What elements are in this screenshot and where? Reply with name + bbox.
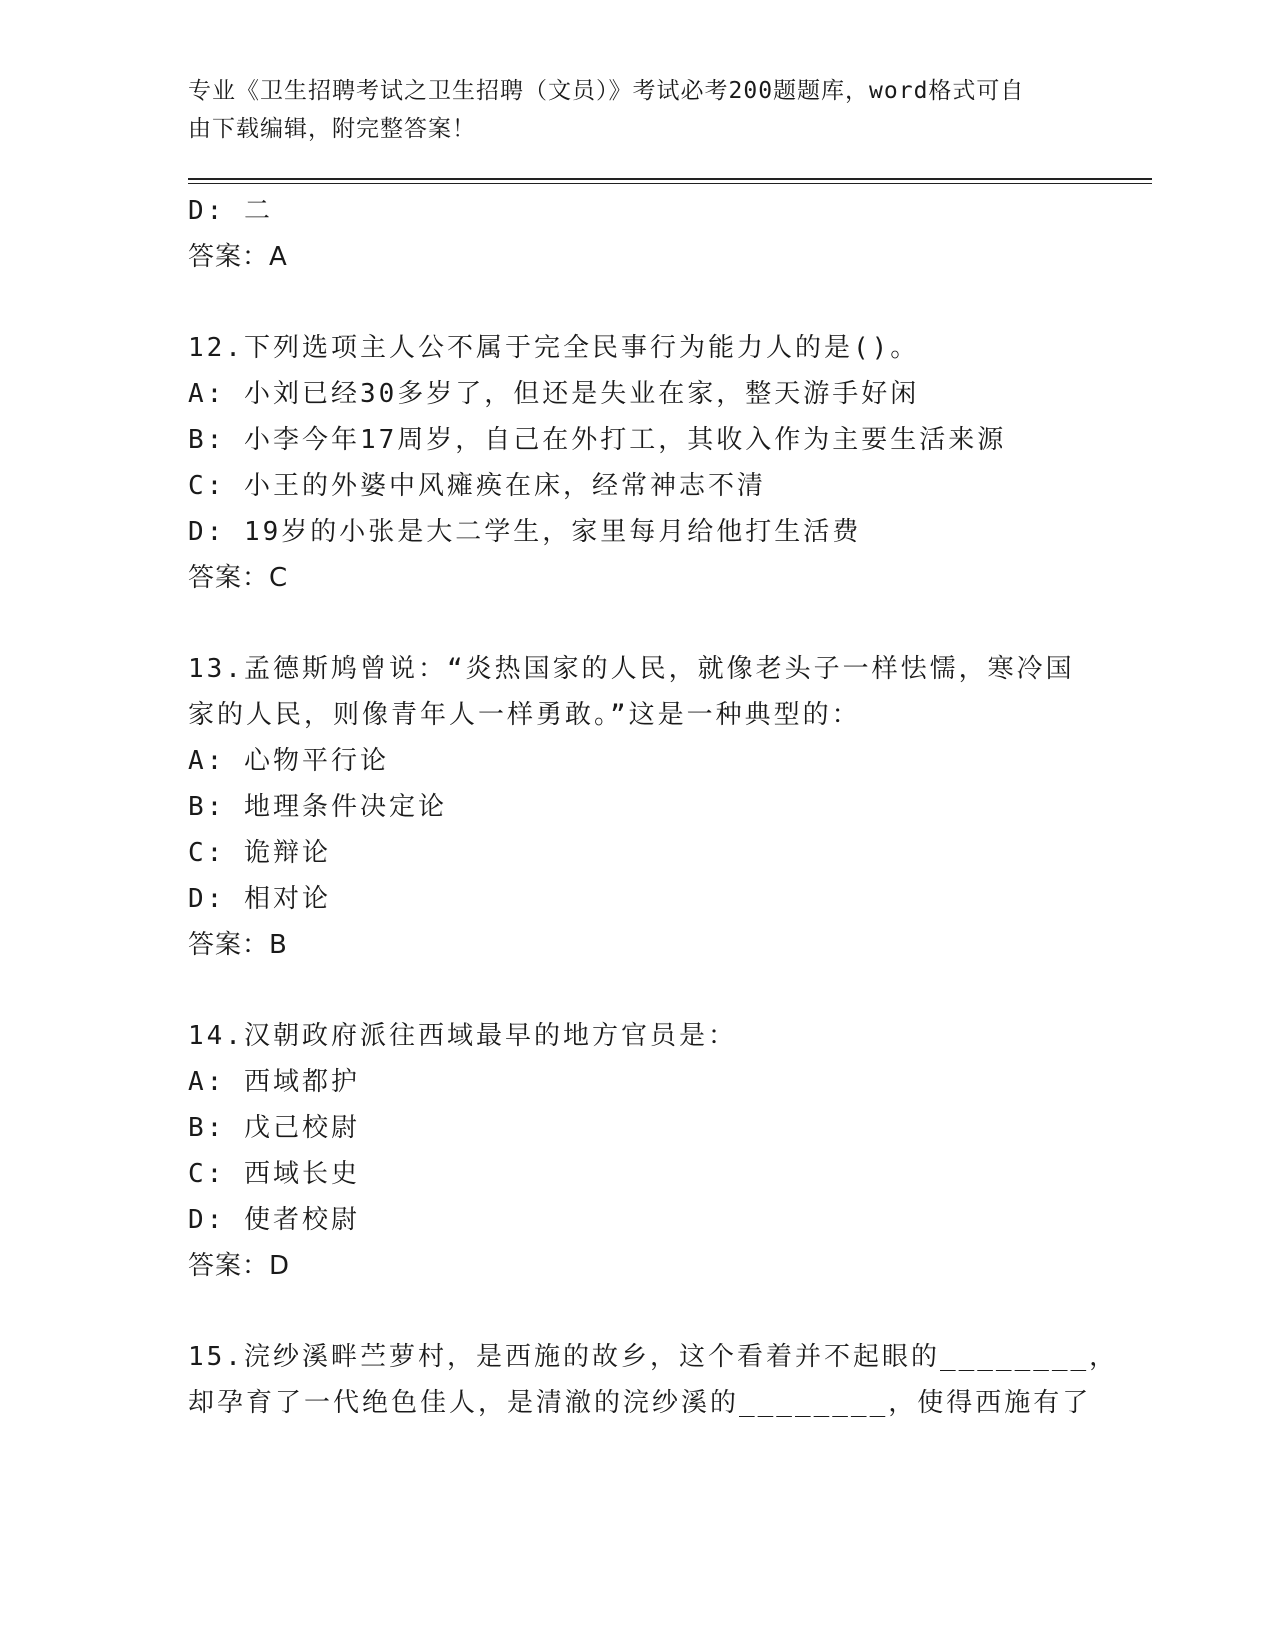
question-text: 12.下列选项主人公不属于完全民事行为能力人的是()。 [188, 333, 920, 363]
option-b: B: 小李今年17周岁，自己在外打工，其收入作为主要生活来源 [188, 425, 1007, 455]
header-rule-thin [188, 183, 1152, 184]
answer-line: 答案：D [188, 1251, 291, 1281]
spacer [188, 601, 1088, 646]
header-line-1: 专业《卫生招聘考试之卫生招聘（文员）》考试必考200题题库，word格式可自 [188, 78, 1025, 104]
option-d: D: 19岁的小张是大二学生，家里每月给他打生活费 [188, 517, 862, 547]
option-b: B: 戊己校尉 [188, 1113, 360, 1143]
answer-line: 答案：C [188, 563, 289, 593]
option-a: A: 小刘已经30多岁了，但还是失业在家，整天游手好闲 [188, 379, 920, 409]
option-c: C: 诡辩论 [188, 838, 331, 868]
option-c: C: 西域长史 [188, 1159, 360, 1189]
question-12 [188, 325, 1088, 601]
option-a: A: 西域都护 [188, 1067, 360, 1097]
answer-line: 答案：A [188, 242, 288, 272]
document-body [188, 188, 1119, 1426]
option-d: D: 相对论 [188, 884, 331, 914]
option-b: B: 地理条件决定论 [188, 792, 447, 822]
document-header [188, 72, 1068, 148]
spacer [188, 1289, 1088, 1334]
question-text-line-2: 却孕育了一代绝色佳人，是清澈的浣纱溪的________，使得西施有了 [188, 1388, 1092, 1418]
question-text: 14.汉朝政府派往西域最早的地方官员是： [188, 1021, 737, 1051]
spacer [188, 280, 1088, 325]
answer-line: 答案：B [188, 930, 288, 960]
option-c: C: 小王的外婆中风瘫痪在床，经常神志不清 [188, 471, 766, 501]
question-11-tail [188, 188, 1088, 280]
question-text-line-2: 家的人民，则像青年人一样勇敢。”这是一种典型的： [188, 700, 861, 730]
question-text-line-1: 13.孟德斯鸠曾说：“炎热国家的人民，就像老头子一样怯懦，寒冷国 [188, 654, 1075, 684]
header-rule-thick [188, 178, 1152, 180]
question-text-line-1: 15.浣纱溪畔苎萝村，是西施的故乡，这个看着并不起眼的________， [188, 1342, 1119, 1372]
question-13 [188, 646, 1088, 968]
spacer [188, 968, 1088, 1013]
header-line-2: 由下载编辑，附完整答案！ [188, 116, 476, 142]
option-d: D: 使者校尉 [188, 1205, 360, 1235]
question-15 [188, 1334, 1119, 1426]
option-d: D: 二 [188, 196, 273, 226]
question-14 [188, 1013, 1088, 1289]
option-a: A: 心物平行论 [188, 746, 389, 776]
